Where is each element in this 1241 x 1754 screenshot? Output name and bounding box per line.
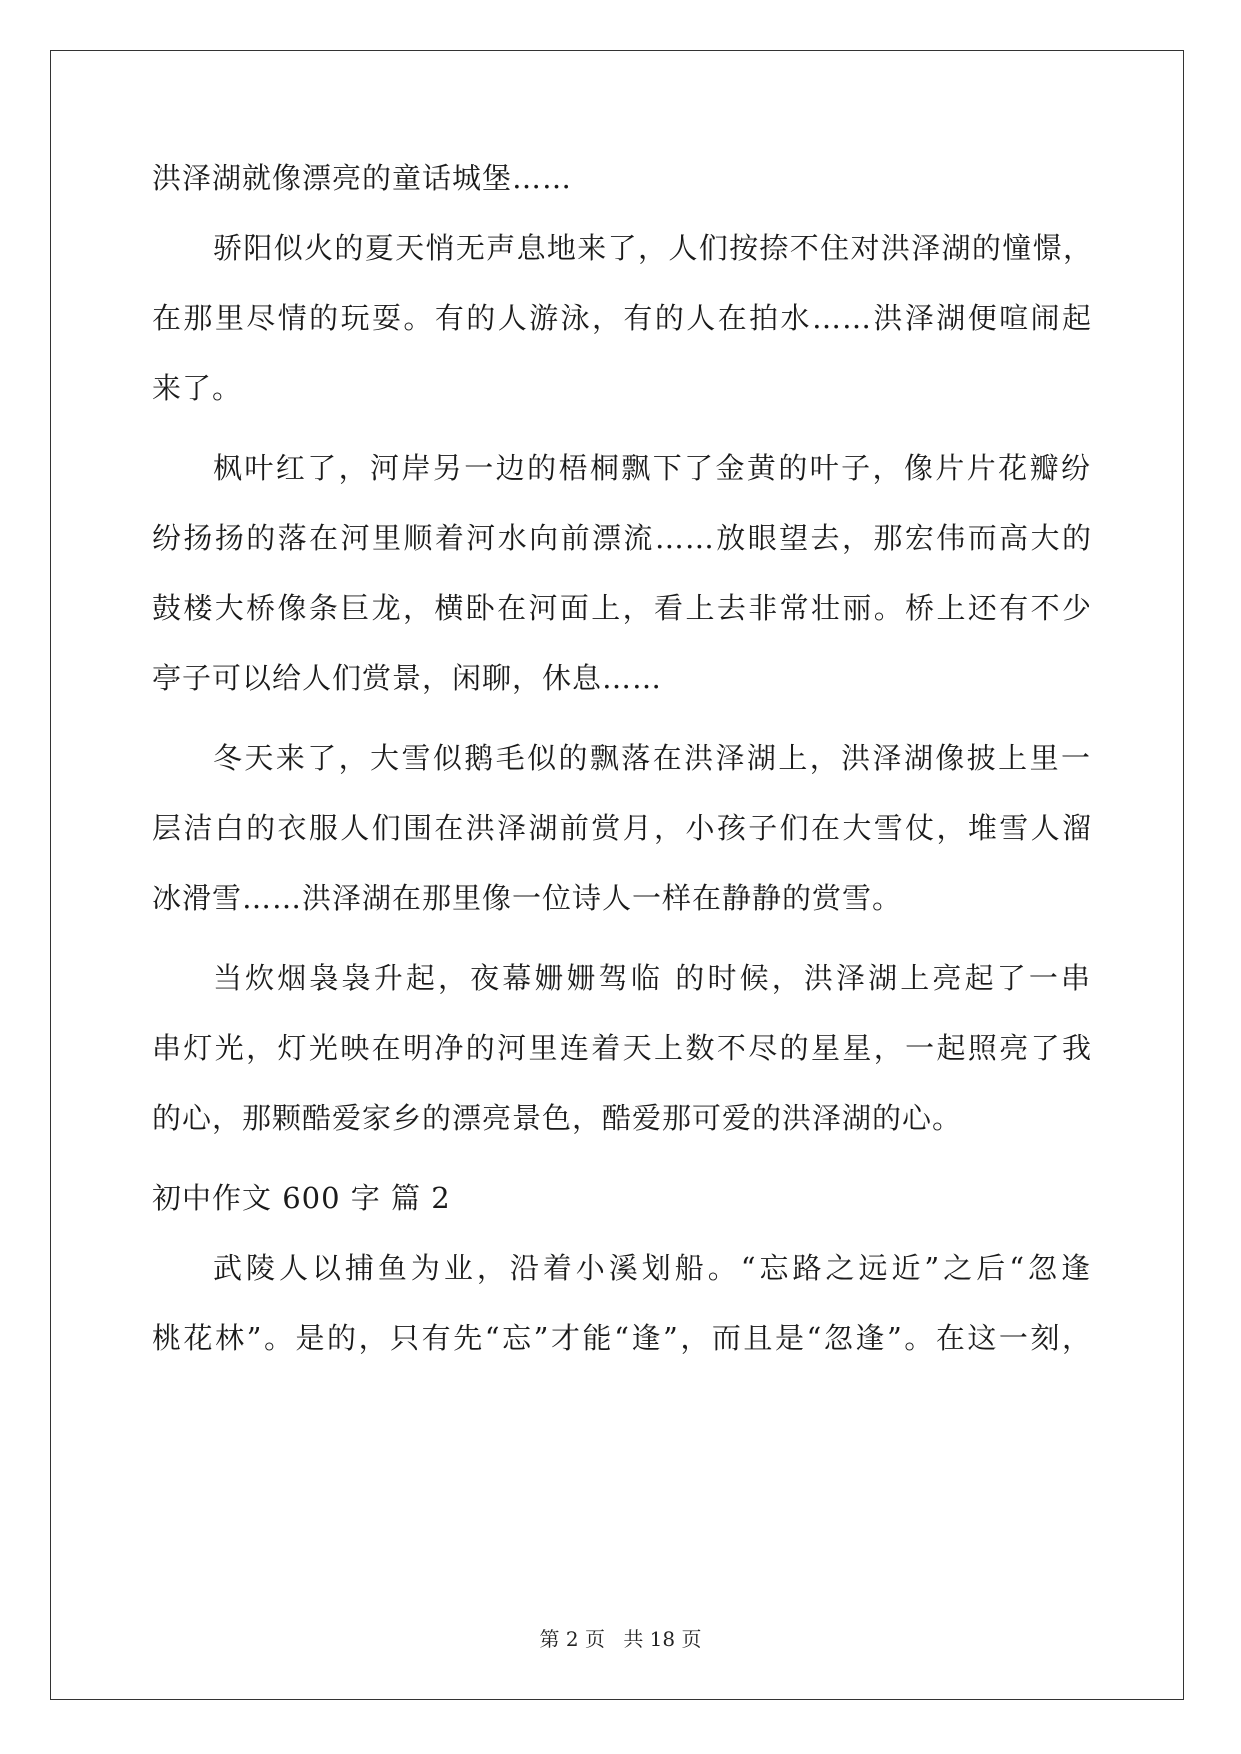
text-line: 冰滑雪……洪泽湖在那里像一位诗人一样在静静的赏雪。 xyxy=(152,881,903,915)
text-line: 纷扬扬的落在河里顺着河水向前漂流……放眼望去，那宏伟而高大的 xyxy=(152,521,1092,555)
page-footer xyxy=(0,1625,1241,1653)
paragraph-start-line: 武陵人以捕鱼为业，沿着小溪划船。“忘路之远近”之后“忽逢 xyxy=(213,1251,1091,1285)
text-line: 串灯光，灯光映在明净的河里连着天上数不尽的星星，一起照亮了我 xyxy=(152,1031,1092,1065)
text-line: 在那里尽情的玩耍。有的人游泳，有的人在拍水……洪泽湖便喧闹起 xyxy=(152,301,1092,335)
text-line: 层洁白的衣服人们围在洪泽湖前赏月，小孩子们在大雪仗，堆雪人溜 xyxy=(152,811,1092,845)
text-line: 亭子可以给人们赏景，闲聊，休息…… xyxy=(152,661,663,695)
text-line: 来了。 xyxy=(152,371,243,405)
page-total: 共 18 页 xyxy=(623,1627,702,1651)
text-line: 洪泽湖就像漂亮的童话城堡…… xyxy=(152,161,573,195)
page-number: 第 2 页 xyxy=(539,1627,605,1651)
paragraph-start-line: 枫叶红了，河岸另一边的梧桐飘下了金黄的叶子，像片片花瓣纷 xyxy=(213,451,1091,485)
paragraph-start-line: 骄阳似火的夏天悄无声息地来了，人们按捺不住对洪泽湖的憧憬， xyxy=(213,231,1093,265)
text-line: 桃花林”。是的，只有先“忘”才能“逢”，而且是“忽逢”。在这一刻， xyxy=(152,1321,1092,1355)
text-line: 鼓楼大桥像条巨龙，横卧在河面上，看上去非常壮丽。桥上还有不少 xyxy=(152,591,1092,625)
section-heading: 初中作文 600 字 篇 2 xyxy=(152,1181,451,1215)
paragraph-start-line: 当炊烟袅袅升起，夜幕姗姗驾临 的时候，洪泽湖上亮起了一串 xyxy=(213,961,1091,995)
paragraph-start-line: 冬天来了，大雪似鹅毛似的飘落在洪泽湖上，洪泽湖像披上里一 xyxy=(213,741,1091,775)
text-line: 的心，那颗酷爱家乡的漂亮景色，酷爱那可爱的洪泽湖的心。 xyxy=(152,1101,963,1135)
